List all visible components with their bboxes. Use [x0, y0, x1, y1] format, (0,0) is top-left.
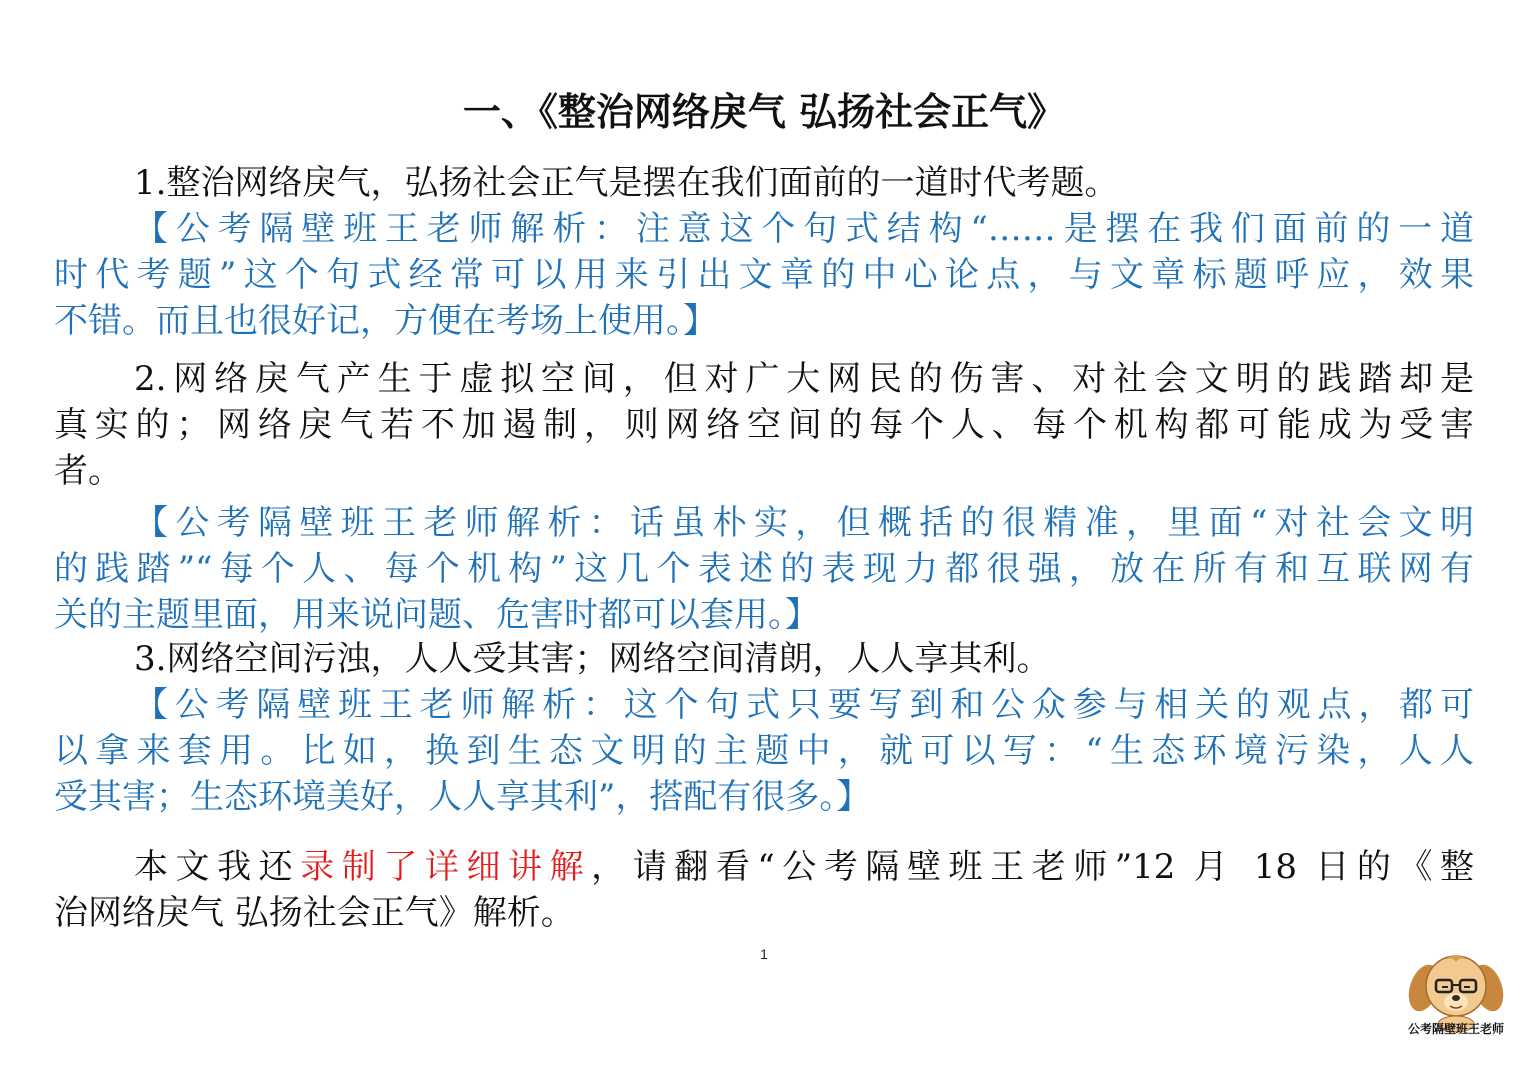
paragraph-1 [54, 160, 1474, 344]
paragraph-2-note-line-3: 关的主题里面，用来说问题、危害时都可以套用。】 [54, 595, 819, 635]
closing-highlight: 录制了详细讲解 [300, 847, 592, 887]
paragraph-2-line-2: 真实的；网络戾气若不加遏制，则网络空间的每个人、每个机构都可能成为受害 [54, 405, 1474, 445]
closing-text-post: ，请翻看“公考隔壁班王老师”12 月 18 日的《整 [591, 847, 1475, 887]
page-number: 1 [760, 946, 768, 962]
paragraph-2-line-1: 2.网络戾气产生于虚拟空间，但对广大网民的伤害、对社会文明的践踏却是 [134, 359, 1474, 399]
paragraph-1-note-line-3: 不错。而且也很好记，方便在考场上使用。】 [54, 301, 717, 341]
paragraph-2 [54, 356, 1474, 638]
paragraph-2-note-line-2: 的践踏”“每个人、每个机构”这几个表述的表现力都很强，放在所有和互联网有 [54, 549, 1474, 589]
paragraph-3-line-1: 3.网络空间污浊，人人受其害；网络空间清朗，人人享其利。 [134, 639, 1051, 679]
closing-line-1 [54, 844, 1474, 890]
logo-caption: 公考隔壁班王老师 [1407, 1022, 1504, 1036]
paragraph-1-note-line-1: 【公考隔壁班王老师解析：注意这个句式结构“……是摆在我们面前的一道 [134, 209, 1474, 249]
closing-text-pre: 本文我还 [134, 847, 301, 887]
paragraph-3-note-line-1: 【公考隔壁班王老师解析：这个句式只要写到和公众参与相关的观点，都可 [134, 685, 1474, 725]
paragraph-3 [54, 636, 1474, 820]
document-title: 一、《整治网络戾气 弘扬社会正气》 [462, 90, 1066, 134]
paragraph-2-line-3: 者。 [54, 451, 122, 491]
closing-line-2: 治网络戾气 弘扬社会正气》解析。 [54, 893, 575, 933]
closing-paragraph [54, 844, 1474, 936]
paragraph-3-note-line-2: 以拿来套用。比如，换到生态文明的主题中，就可以写：“生态环境污染，人人 [54, 731, 1474, 771]
paragraph-1-line-1: 1.整治网络戾气，弘扬社会正气是摆在我们面前的一道时代考题。 [134, 163, 1119, 203]
paragraph-2-note-line-1: 【公考隔壁班王老师解析：话虽朴实，但概括的很精准，里面“对社会文明 [134, 503, 1474, 543]
paragraph-3-note-line-3: 受其害；生态环境美好，人人享其利”，搭配有很多。】 [54, 777, 871, 817]
paragraph-1-note-line-2: 时代考题”这个句式经常可以用来引出文章的中心论点，与文章标题呼应，效果 [54, 255, 1474, 295]
